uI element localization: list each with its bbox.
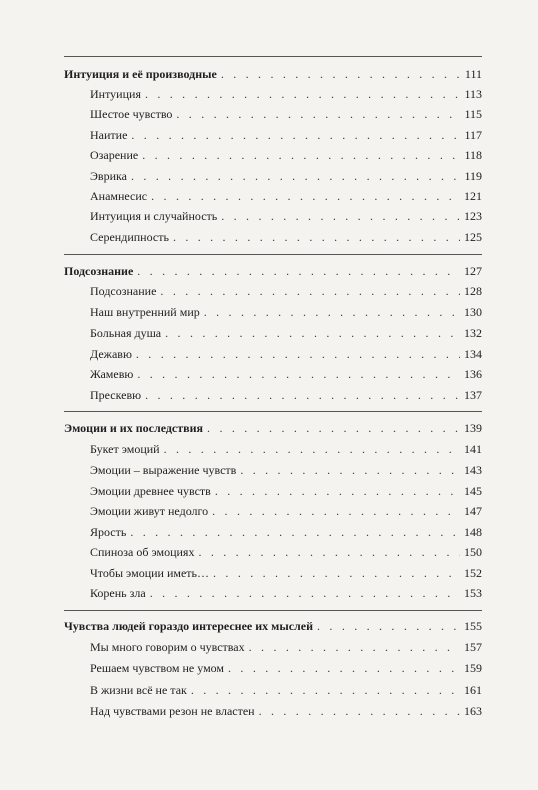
toc-page-number: 161 [464,683,482,697]
toc-heading[interactable] [64,263,482,279]
dot-leader [136,346,460,362]
dot-leader [204,304,460,320]
toc-item-title: Эмоции живут недолго [90,504,209,518]
dot-leader [131,168,460,184]
toc-item-title: Эврика [90,169,127,183]
toc-page-number: 113 [464,87,482,101]
toc-heading[interactable] [64,420,482,436]
toc-page-number: 159 [464,661,482,675]
toc-page-number: 152 [464,566,482,580]
toc-heading-title: Чувства людей гораздо интереснее их мыслей [64,619,314,633]
toc-item-title: Букет эмоций [90,442,160,456]
toc-item[interactable] [90,524,482,540]
section-divider [64,610,482,611]
toc-item-title: Анамнесис [90,189,148,203]
toc-item[interactable] [90,127,482,143]
toc-page-number: 119 [464,169,482,183]
toc-item[interactable] [90,483,482,499]
toc-item-title: Интуиция и случайность [90,209,218,223]
dot-leader [164,441,460,457]
toc-item-title: В жизни всё не так [90,683,187,697]
toc-item-title: Озарение [90,148,139,162]
toc-item-title: Спиноза об эмоциях [90,545,195,559]
toc-page-number: 163 [464,704,482,718]
toc-page-number: 134 [464,347,482,361]
toc-page-number: 139 [464,421,482,435]
toc-item-title: Серендипность [90,230,169,244]
toc-item[interactable] [90,682,482,698]
toc-page-number: 148 [464,525,482,539]
toc-heading-title: Подсознание [64,264,134,278]
toc-page-number: 127 [464,264,482,278]
toc-item-title: Наитие [90,128,128,142]
toc-item[interactable] [90,106,482,122]
toc-item[interactable] [90,229,482,245]
toc-item[interactable] [90,366,482,382]
toc-page-number: 145 [464,484,482,498]
toc-item[interactable] [90,283,482,299]
toc-item[interactable] [90,544,482,560]
toc-item-title: Эмоции – выражение чувств [90,463,237,477]
toc-page-number: 136 [464,367,482,381]
toc-heading-title: Интуиция и её производные [64,67,217,81]
dot-leader [198,544,460,560]
toc-item[interactable] [90,86,482,102]
dot-leader [176,106,460,122]
toc-item-title: Больная душа [90,326,162,340]
dot-leader [173,229,460,245]
toc-item[interactable] [90,639,482,655]
dot-leader [215,483,460,499]
toc-item-title: Шестое чувство [90,107,173,121]
dot-leader [160,283,460,299]
dot-leader [142,147,460,163]
dot-leader [207,420,460,436]
section-divider [64,56,482,57]
toc-item[interactable] [90,304,482,320]
toc-item-title: Подсознание [90,284,157,298]
toc-heading-title: Эмоции и их последствия [64,421,204,435]
dot-leader [191,682,460,698]
dot-leader [213,565,460,581]
toc-page-number: 125 [464,230,482,244]
toc-item[interactable] [90,462,482,478]
toc-item-title: Дежавю [90,347,132,361]
toc-item-title: Наш внутренний мир [90,305,200,319]
dot-leader [317,618,460,634]
toc-page-number: 141 [464,442,482,456]
toc-item[interactable] [90,503,482,519]
toc-item[interactable] [90,188,482,204]
dot-leader [259,703,460,719]
dot-leader [249,639,460,655]
dot-leader [151,188,460,204]
toc-item[interactable] [90,147,482,163]
toc-item-title: Интуиция [90,87,141,101]
dot-leader [137,263,460,279]
dot-leader [131,127,460,143]
toc-page-number: 143 [464,463,482,477]
toc-page-number: 157 [464,640,482,654]
toc-page-number: 118 [464,148,482,162]
dot-leader [212,503,460,519]
toc-page-number: 150 [464,545,482,559]
toc-page-number: 132 [464,326,482,340]
section-divider [64,411,482,412]
toc-item[interactable] [90,660,482,676]
dot-leader [221,66,461,82]
toc-page-number: 111 [464,67,482,81]
toc-page-number: 137 [464,388,482,402]
toc-item[interactable] [90,387,482,403]
toc-item[interactable] [90,441,482,457]
dot-leader [145,86,460,102]
toc-page-number: 128 [464,284,482,298]
toc-item[interactable] [90,585,482,601]
toc-item-title: Мы много говорим о чувствах [90,640,245,654]
toc-item[interactable] [90,168,482,184]
toc-page-number: 115 [464,107,482,121]
toc-item-title: Эмоции древнее чувств [90,484,211,498]
toc-item-title: Корень зла [90,586,146,600]
dot-leader [130,524,460,540]
toc-item-title: Над чувствами резон не властен [90,704,255,718]
toc-heading[interactable] [64,618,482,634]
section-divider [64,254,482,255]
toc-item-title: Решаем чувством не умом [90,661,225,675]
toc-item[interactable] [90,208,482,224]
toc-item-title: Прескевю [90,388,142,402]
toc-item-title: Жамевю [90,367,134,381]
dot-leader [150,585,460,601]
dot-leader [228,660,460,676]
dot-leader [165,325,460,341]
dot-leader [240,462,460,478]
toc-heading[interactable] [64,66,482,82]
toc-item-title: Чтобы эмоции иметь… [90,566,210,580]
toc-page-number: 123 [464,209,482,223]
dot-leader [221,208,460,224]
toc-page-number: 155 [464,619,482,633]
toc-item[interactable] [90,565,482,581]
toc-page-number: 147 [464,504,482,518]
toc-page-number: 117 [464,128,482,142]
toc-item[interactable] [90,325,482,341]
toc-item-title: Ярость [90,525,127,539]
toc-page-number: 121 [464,189,482,203]
toc-page-number: 153 [464,586,482,600]
toc-page-number: 130 [464,305,482,319]
toc-item[interactable] [90,703,482,719]
dot-leader [137,366,460,382]
toc-item[interactable] [90,346,482,362]
dot-leader [145,387,460,403]
